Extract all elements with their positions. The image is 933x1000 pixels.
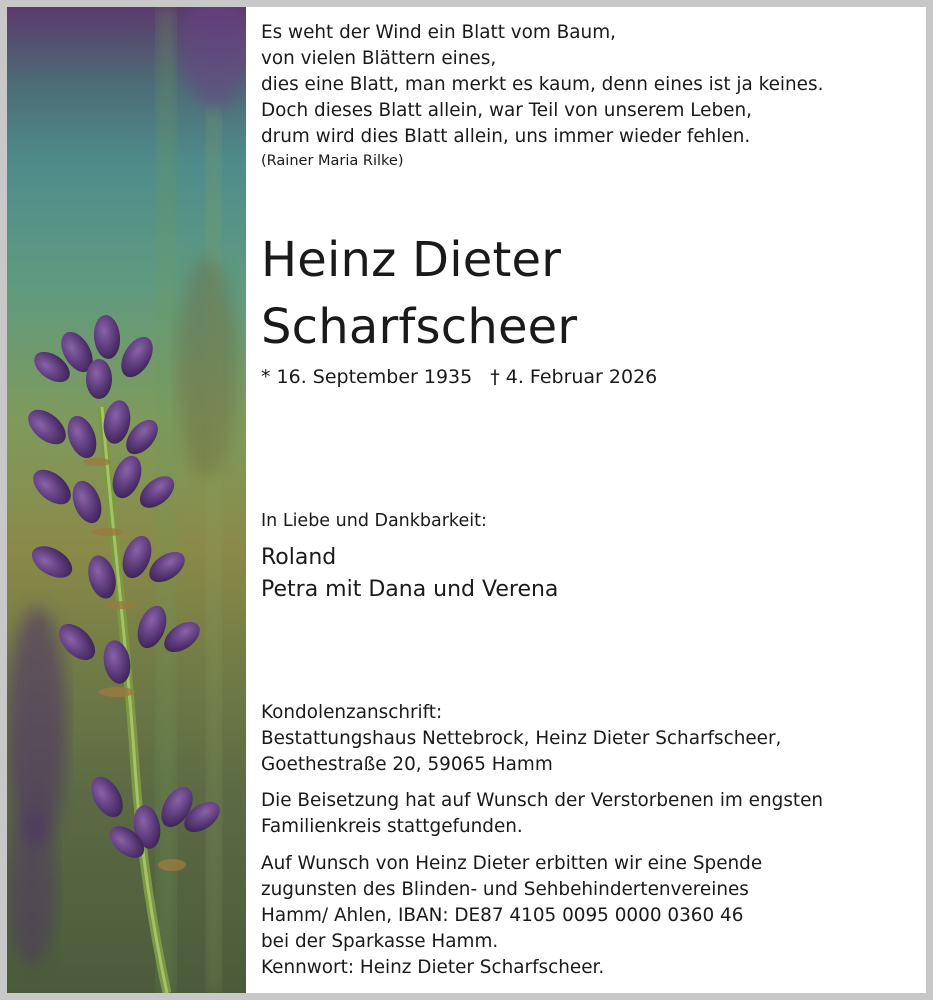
condolence-line: Goethestraße 20, 59065 Hamm bbox=[261, 754, 553, 775]
burial-line: Familienkreis stattgefunden. bbox=[261, 816, 523, 837]
mourners-list bbox=[261, 542, 558, 606]
donation-line: Hamm/ Ahlen, IBAN: DE87 4105 0095 0000 0360 46 bbox=[261, 905, 744, 926]
mourner-name: Roland bbox=[261, 545, 337, 570]
death-date: † 4. Februar 2026 bbox=[490, 366, 658, 388]
poem-author: (Rainer Maria Rilke) bbox=[261, 153, 404, 169]
burial-notice bbox=[261, 788, 823, 840]
donation-line: bei der Sparkasse Hamm. bbox=[261, 931, 499, 952]
condolence-line: Bestattungshaus Nettebrock, Heinz Dieter Scharfscheer, bbox=[261, 728, 782, 749]
obituary-card bbox=[7, 7, 926, 993]
burial-line: Die Beisetzung hat auf Wunsch der Verstorbenen im engsten bbox=[261, 790, 824, 811]
poem-line: Doch dieses Blatt allein, war Teil von unserem Leben, bbox=[261, 100, 752, 121]
birth-date: * 16. September 1935 bbox=[261, 366, 473, 388]
poem-line: drum wird dies Blatt allein, uns immer wieder fehlen. bbox=[261, 126, 751, 147]
donation-line: zugunsten des Blinden- und Sehbehindertenvereines bbox=[261, 879, 749, 900]
lavender-illustration bbox=[7, 7, 246, 993]
condolence-line: Kondolenzanschrift: bbox=[261, 702, 443, 723]
lavender-photo bbox=[7, 7, 246, 993]
deceased-last-name: Scharfscheer bbox=[261, 299, 578, 355]
deceased-name bbox=[261, 227, 577, 361]
poem-line: von vielen Blättern eines, bbox=[261, 48, 497, 69]
mourners-intro: In Liebe und Dankbarkeit: bbox=[261, 511, 487, 531]
donation-notice bbox=[261, 851, 762, 981]
mourner-name: Petra mit Dana und Verena bbox=[261, 577, 559, 602]
poem-line: dies eine Blatt, man merkt es kaum, denn eines ist ja keines. bbox=[261, 74, 824, 95]
poem bbox=[261, 20, 823, 172]
deceased-first-name: Heinz Dieter bbox=[261, 232, 562, 288]
donation-line: Auf Wunsch von Heinz Dieter erbitten wir eine Spende bbox=[261, 853, 763, 874]
life-dates bbox=[261, 364, 657, 390]
poem-line: Es weht der Wind ein Blatt vom Baum, bbox=[261, 22, 616, 43]
condolence-address bbox=[261, 700, 781, 778]
donation-line: Kennwort: Heinz Dieter Scharfscheer. bbox=[261, 957, 605, 978]
